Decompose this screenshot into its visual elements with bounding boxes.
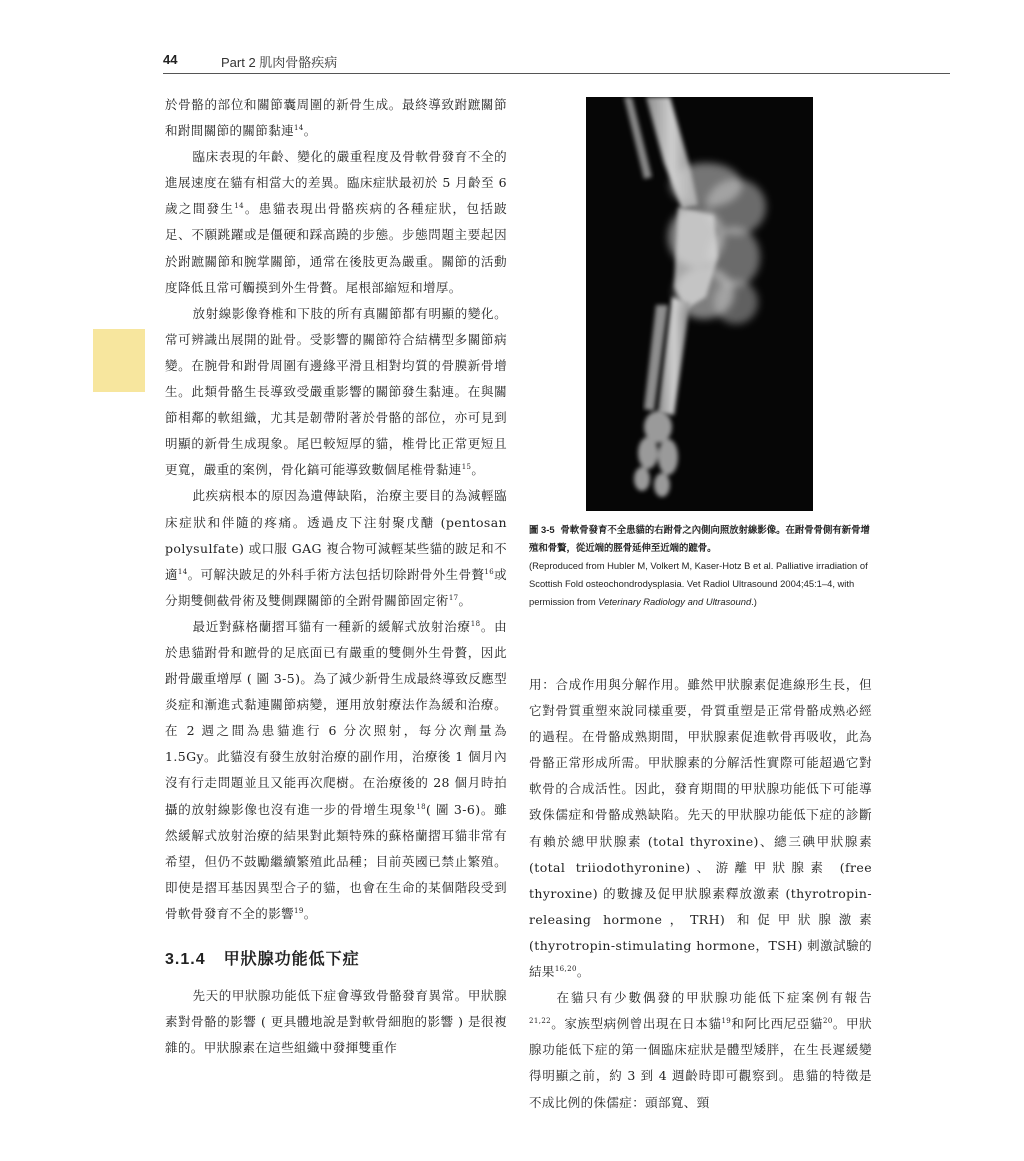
citation: 14 (234, 202, 244, 211)
citation: 15 (461, 463, 472, 472)
text: 。 (303, 123, 317, 139)
text: 和阿比西尼亞貓 (731, 1016, 823, 1032)
text: 。患貓表現出骨骼疾病的各種症狀，包括跛足、不願跳躍或是僵硬和踩高蹺的步態。步態問題主要起因於跗蹠關節和腕掌關節，通常在後肢更為嚴重。關節的活動度降低且常可觸摸到外生骨贅。尾根部縮短和增厚。 (165, 201, 507, 295)
section-title: 甲狀腺功能低下症 (223, 951, 360, 968)
citation: 16,20 (554, 964, 577, 973)
paragraph (529, 985, 872, 1115)
text: 。 (471, 462, 485, 478)
text: ( 圖 3-6)。雖然緩解式放射治療的結果對此類特殊的蘇格蘭摺耳貓非常有希望，但仍不鼓勵繼續繁殖此品種；目前英國已禁止繁殖。即使是摺耳基因異型合子的貓，也會在生命的某個階段受到骨軟骨發育不全的影響 (165, 801, 507, 921)
margin-tab-marker (93, 329, 145, 392)
citation: 21,22 (529, 1017, 552, 1026)
text: 最近對蘇格蘭摺耳貓有一種新的緩解式放射治療 (192, 618, 471, 634)
section-number: 3.1.4 (165, 951, 206, 968)
citation: 18 (416, 802, 427, 811)
figure-label: 圖 3-5 (529, 524, 555, 535)
page-number: 44 (163, 52, 178, 67)
text: 臨床表現的年齡、變化的嚴重程度及骨軟骨發育不全的進展速度在貓有相當大的差異。臨床症狀最初於 5 月齡至 6 歲之間發生 (165, 149, 507, 217)
figure-radiograph (586, 97, 813, 511)
text: 。由於患貓跗骨和蹠骨的足底面已有嚴重的雙側外生骨贅，因此跗骨嚴重增厚 ( 圖 3-5)。為了減少新骨生成最終導致反應型炎症和漸進式黏連關節病變，運用放射療法作為緩和治療。在 2 週之間為患貓進行 6 分次照射，每分次劑量為 1.5Gy。此貓沒有發生放射治療的副作用，治療後 1 個月內沒有行走問題並且又能再次爬樹。在治療後的 28 個月時拍攝的放射線影像也沒有進一步的骨增生現象 (165, 618, 507, 817)
citation: 19 (294, 906, 304, 915)
text: 或分期雙側截骨術及雙側踝關節的全跗骨關節固定術 (165, 566, 507, 608)
text: 。家族型病例曾出現在日本貓 (551, 1016, 722, 1032)
section-heading (165, 945, 507, 975)
citation: 14 (177, 567, 188, 576)
text: 。 (303, 905, 317, 921)
left-column (165, 92, 507, 1061)
citation: 14 (294, 123, 304, 132)
citation: 19 (721, 1017, 732, 1026)
caption-english (529, 557, 872, 611)
header-rule (163, 73, 950, 74)
text: 放射線影像脊椎和下肢的所有真關節都有明顯的變化。常可辨識出展開的趾骨。受影響的關節符合結構型多關節病變。在腕骨和跗骨周圍有邊緣平滑且相對均質的骨膜新骨增生。此類骨骼生長導致受嚴重影響的關節發生黏連。在與關節相鄰的軟組織，尤其是韌帶附著於骨骼的部位，亦可見到明顯的新骨生成現象。尾巴較短厚的貓，椎骨比正常更短且更寬，嚴重的案例，骨化鎬可能導致數個尾椎骨黏連 (165, 305, 507, 478)
paragraph (165, 144, 507, 301)
text: 。 (576, 964, 590, 980)
text: 。可解決跛足的外科手術方法包括切除跗骨外生骨贅 (187, 566, 485, 582)
caption-source-end: .) (751, 596, 757, 607)
paragraph (165, 301, 507, 484)
text: 先天的甲狀腺功能低下症會導致骨骼發育異常。甲狀腺素對骨骼的影響 ( 更具體地說是對軟骨細胞的影響 ) 是很複雜的。甲狀腺素在這些組織中發揮雙重作 (165, 988, 507, 1056)
paragraph (165, 614, 507, 927)
paragraph (165, 92, 507, 144)
paragraph (529, 672, 872, 985)
figure-caption (529, 521, 872, 611)
right-column (529, 672, 872, 1116)
citation: 20 (823, 1017, 833, 1026)
paragraph (165, 483, 507, 613)
citation: 18 (470, 619, 481, 628)
text: 。 (458, 592, 472, 608)
running-title: Part 2 肌肉骨骼疾病 (221, 55, 338, 70)
radiograph-image (586, 97, 813, 511)
text: 在貓只有少數偶發的甲狀腺功能低下症案例有報告 (556, 990, 872, 1006)
text: 此疾病根本的原因為遺傳缺陷，治療主要目的為減輕臨床症狀和伴隨的疼痛。透過皮下注射聚戊醣 (pentosan polysulfate) 或口服 GAG 複合物可減輕某些貓的跛足和不適 (165, 488, 507, 582)
paragraph (165, 983, 507, 1061)
page-header (163, 46, 950, 74)
caption-source: (Reproduced from Hubler M, Volkert M, Kaser-Hotz B et al. Palliative irradiation of Scottish Fold osteochondrodysplasia. Vet Radiol Ultrasound 2004;45:1–4, with permission from (529, 560, 868, 607)
text: 用：合成作用與分解作用。雖然甲狀腺素促進線形生長，但它對骨質重塑來說同樣重要，骨質重塑是正常骨骼成熟必經的過程。在骨骼成熟期間，甲狀腺素促進軟骨再吸收，此為骨骼正常形成所需。甲狀腺素的分解活性實際可能超過它對軟骨的合成活性。因此，發育期間的甲狀腺功能低下可能導致侏儒症和骨骼成熟缺陷。先天的甲狀腺功能低下症的診斷有賴於總甲狀腺素 (total thyroxine)、總三碘甲狀腺素 (total triiodothyronine)、游離甲狀腺素 (free thyroxine) 的數據及促甲狀腺素釋放激素 (thyrotropin-releasing hormone，TRH) 和促甲狀腺激素 (thyrotropin-stimulating hormone，TSH) 刺激試驗的結果 (529, 677, 872, 980)
citation: 17 (448, 593, 459, 602)
text: 於骨骼的部位和關節囊周圍的新骨生成。最終導致跗蹠關節和跗間關節的關節黏連 (165, 97, 507, 139)
caption-chinese: 骨軟骨發育不全患貓的右跗骨之內側向照放射線影像。在跗骨骨側有新骨增殖和骨贅，從近端的脛骨延伸至近端的蹠骨。 (529, 524, 870, 553)
citation: 16 (484, 567, 495, 576)
caption-journal: Veterinary Radiology and Ultrasound (598, 596, 752, 607)
text: 。甲狀腺功能低下症的第一個臨床症狀是體型矮胖，在生長遲緩變得明顯之前，約 3 到 4 週齡時即可觀察到。患貓的特徵是不成比例的侏儒症：頭部寬、頸 (529, 1016, 872, 1110)
